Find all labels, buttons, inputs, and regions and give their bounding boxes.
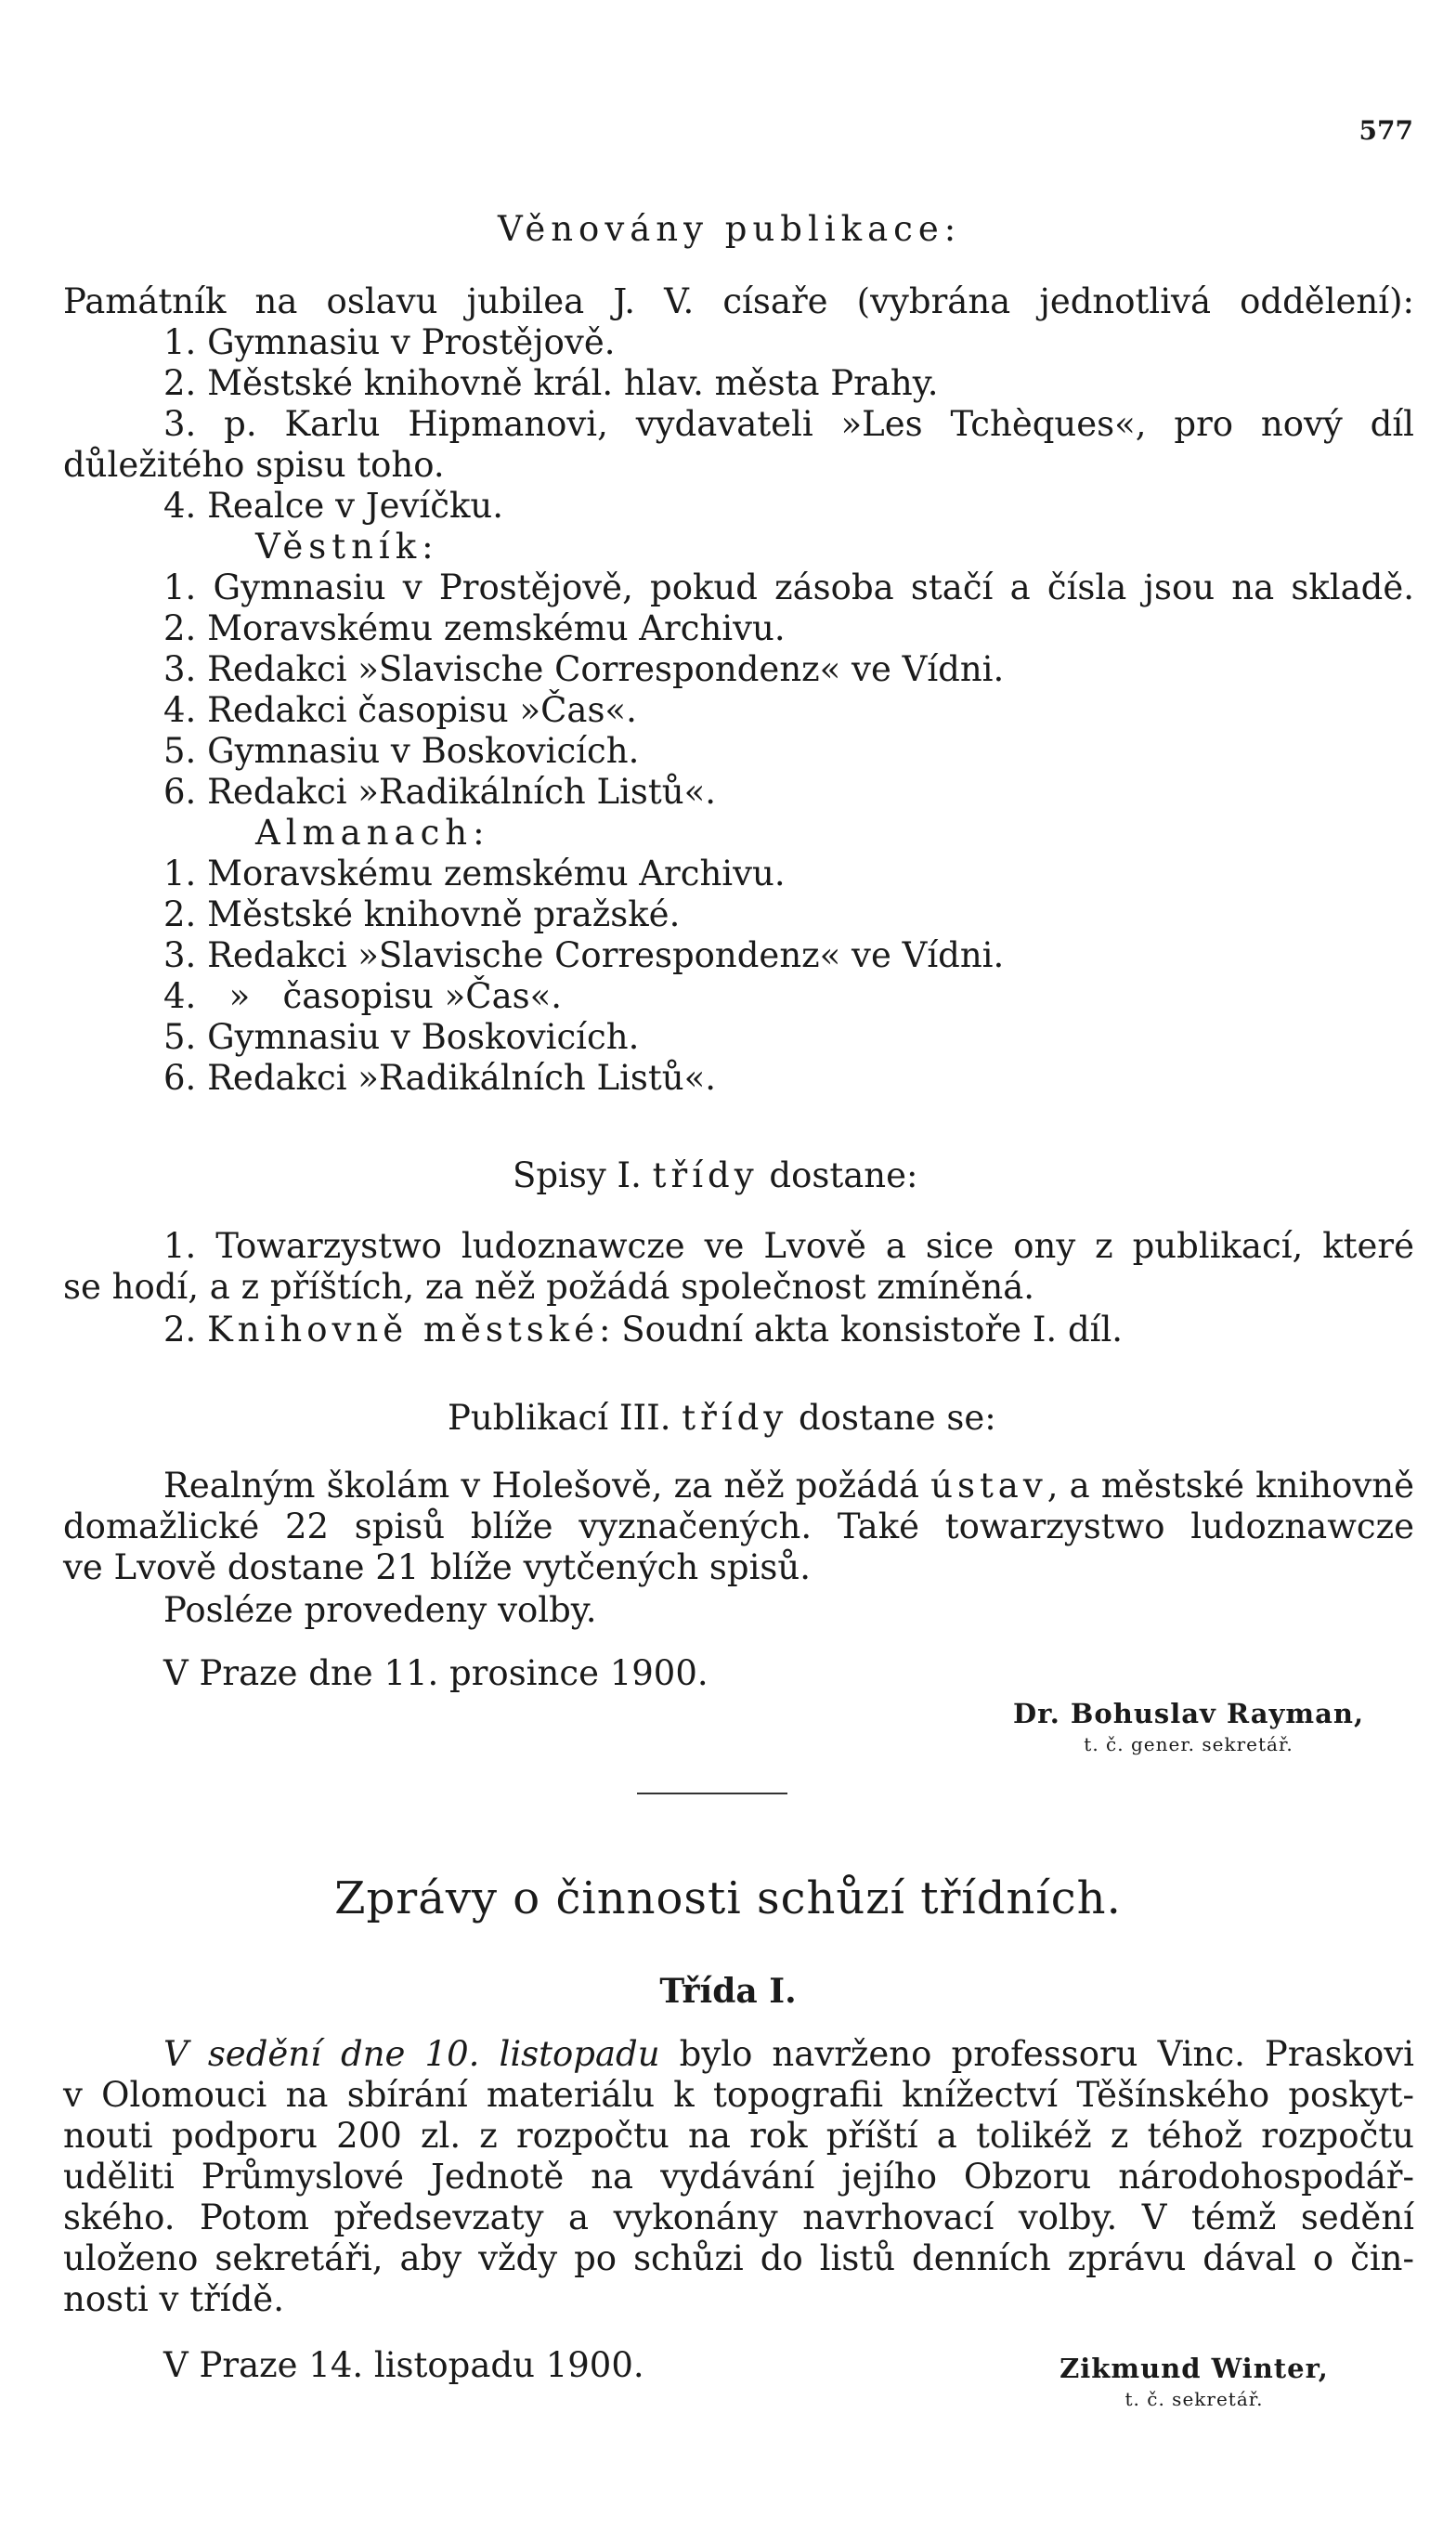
signature-name: Dr. Bohuslav Rayman, — [1012, 1698, 1365, 1729]
class1-paragraph-line: se hodí, a z příštích, za něž požádá společnost zmíněná. — [63, 1267, 1035, 1307]
dedication-item: 1. Gymnasiu v Prostějově. — [163, 322, 616, 362]
almanach-item: 5. Gymnasiu v Boskovicích. — [163, 1017, 640, 1057]
almanach-item: 6. Redakci »Radikálních Listů«. — [163, 1058, 716, 1098]
signature-block — [994, 1698, 1384, 1755]
class1-paragraph-line: 1. Towarzystwo ludoznawcze ve Lvově a sice ony z publikací, které — [163, 1226, 1414, 1266]
report-paragraph-line: V sedění dne 10. listopadu bylo navrženo professoru Vinc. Praskovi — [163, 2034, 1414, 2074]
dedication-item: 4. Realce v Jevíčku. — [163, 486, 503, 526]
almanach-item: 4. » časopisu »Čas«. — [163, 976, 563, 1016]
class3-date: V Praze dne 11. prosince 1900. — [163, 1653, 708, 1693]
report-paragraph-line: ského. Potom předsevzaty a vykonány navrhovací volby. V témž sedění — [63, 2197, 1414, 2237]
vestnik-item: 4. Redakci časopisu »Čas«. — [163, 690, 637, 730]
dedications-intro: Památník na oslavu jubilea J. V. císaře (vybrána jednotlivá oddělení): — [63, 281, 1414, 321]
class1-heading: Spisy I. třídy dostane: — [513, 1155, 918, 1195]
almanach-item: 2. Městské knihovně pražské. — [163, 894, 681, 934]
report-date: V Praze 14. listopadu 1900. — [163, 2345, 644, 2385]
signature-role: t. č. gener. sekretář. — [1084, 1733, 1294, 1755]
report-paragraph-line: uloženo sekretáři, aby vždy po schůzi do listů denních zprávu dával o čin- — [63, 2238, 1414, 2278]
report-paragraph-line: nouti podporu 200 zl. z rozpočtu na rok příští a tolikéž z téhož rozpočtu — [63, 2116, 1414, 2156]
dedications-heading: Věnovány publikace: — [498, 209, 962, 249]
class3-paragraph-line: ve Lvově dostane 21 blíže vytčených spisů. — [63, 1547, 812, 1587]
report-paragraph-line: uděliti Průmyslové Jednotě na vydávání jejího Obzoru národohospodář- — [63, 2157, 1414, 2197]
class3-heading: Publikací III. třídy dostane se: — [448, 1398, 996, 1438]
report-paragraph-line: v Olomouci na sbírání materiálu k topografii knížectví Těšínského poskyt- — [63, 2075, 1414, 2115]
class3-paragraph-line: Posléze provedeny volby. — [163, 1590, 597, 1630]
class3-paragraph-line: Realným školám v Holešově, za něž požádá ústav, a městské knihovně — [163, 1466, 1414, 1506]
page-number: 577 — [1358, 115, 1413, 146]
vestnik-item: 2. Moravskému zemskému Archivu. — [163, 608, 786, 648]
almanach-heading: Almanach: — [255, 813, 490, 853]
dedication-item-continued: důležitého spisu toho. — [63, 445, 445, 485]
report-paragraph-line: nosti v třídě. — [63, 2279, 284, 2319]
dedication-item: 2. Městské knihovně král. hlav. města Prahy. — [163, 363, 939, 403]
almanach-item: 3. Redakci »Slavische Correspondenz« ve Vídni. — [163, 935, 1005, 975]
vestnik-heading: Věstník: — [255, 527, 439, 567]
vestnik-item: 5. Gymnasiu v Boskovicích. — [163, 731, 640, 771]
report-signature-role: t. č. sekretář. — [1124, 2388, 1264, 2410]
report-title: Zprávy o činnosti schůzí třídních. — [334, 1872, 1122, 1924]
almanach-item: 1. Moravskému zemskému Archivu. — [163, 854, 786, 893]
vestnik-item: 1. Gymnasiu v Prostějově, pokud zásoba stačí a čísla jsou na skladě. — [163, 567, 1414, 607]
report-signature-name: Zikmund Winter, — [1060, 2353, 1329, 2384]
class1-item-2: 2. Knihovně městské: Soudní akta konsistoře I. díl. — [163, 1310, 1124, 1350]
vestnik-item: 6. Redakci »Radikálních Listů«. — [163, 772, 716, 812]
report-signature-block — [999, 2353, 1389, 2410]
dedication-item: 3. p. Karlu Hipmanovi, vydavateli »Les Tchèques«, pro nový díl — [163, 404, 1414, 444]
class3-paragraph-line: domažlické 22 spisů blíže vyznačených. Také towarzystwo ludoznawcze — [63, 1506, 1414, 1546]
report-subtitle: Třída I. — [659, 1972, 797, 2011]
vestnik-item: 3. Redakci »Slavische Correspondenz« ve Vídni. — [163, 649, 1005, 689]
section-divider — [637, 1793, 787, 1794]
